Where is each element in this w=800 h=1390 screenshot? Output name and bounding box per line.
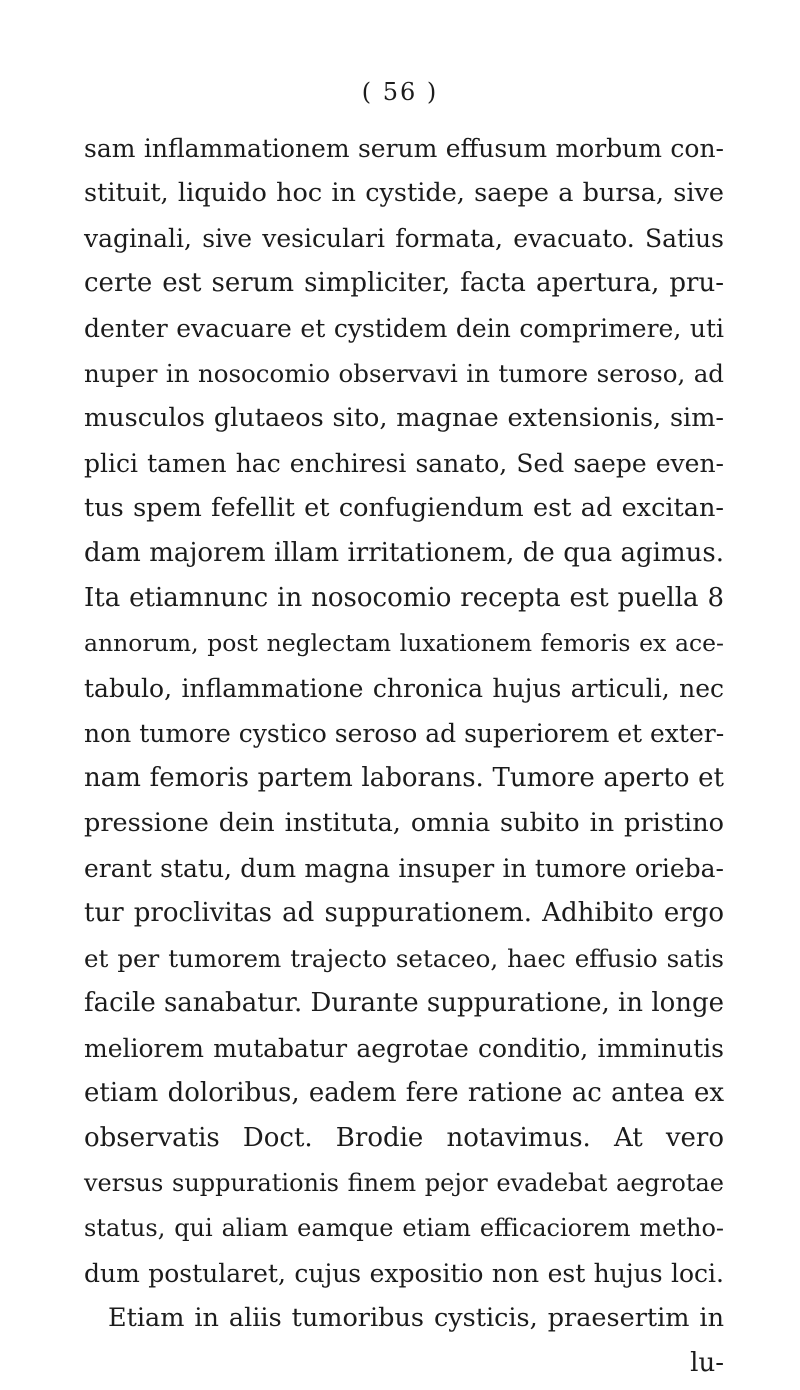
text-line: vaginali, sive vesiculari formata, evacuato. Satius (84, 224, 724, 253)
text-line: tus spem fefellit et confugiendum est ad excitan- (84, 493, 724, 523)
text-line: stituit, liquido hoc in cystide, saepe a bursa, sive (84, 178, 724, 208)
text-line: sam inflammationem serum effusum morbum con- (84, 134, 724, 163)
text-line: et per tumorem trajecto setaceo, haec effusio satis (84, 944, 724, 973)
text-line: etiam doloribus, eadem fere ratione ac antea ex (84, 1078, 724, 1108)
text-line: certe est serum simpliciter, facta apertura, pru- (84, 268, 724, 298)
text-line: annorum, post neglectam luxationem femoris ex ace- (84, 629, 724, 657)
text-line: tur proclivitas ad suppurationem. Adhibito ergo (84, 898, 724, 928)
text-line: meliorem mutabatur aegrotae conditio, imminutis (84, 1034, 724, 1063)
text-line: observatis Doct. Brodie notavimus. At vero (84, 1123, 724, 1153)
catchword: lu- (690, 1348, 724, 1378)
text-line: denter evacuare et cystidem dein comprimere, uti (84, 314, 724, 343)
text-line: plici tamen hac enchiresi sanato, Sed saepe even- (84, 449, 724, 478)
body-text (84, 126, 724, 1386)
text-line: dum postularet, cujus expositio non est hujus loci. (84, 1259, 724, 1288)
text-line: musculos glutaeos sito, magnae extensionis, sim- (84, 403, 724, 433)
text-line: facile sanabatur. Durante suppuratione, in longe (84, 988, 725, 1018)
text-line: pressione dein instituta, omnia subito in pristino (84, 808, 724, 838)
text-line: status, qui aliam eamque etiam efficaciorem metho- (84, 1214, 724, 1242)
text-line: dam majorem illam irritationem, de qua agimus. (84, 538, 724, 568)
text-line: tabulo, inflammatione chronica hujus articuli, nec (84, 674, 724, 703)
text-line: non tumore cystico seroso ad superiorem et exter- (84, 719, 725, 748)
text-line: nam femoris partem laborans. Tumore aperto et (84, 763, 724, 793)
text-line: nuper in nosocomio observavi in tumore seroso, ad (84, 359, 724, 388)
text-line: versus suppurationis finem pejor evadebat aegrotae (84, 1169, 724, 1197)
text-line: Etiam in aliis tumoribus cysticis, praesertim in (108, 1303, 724, 1333)
page-number: ( 56 ) (361, 78, 439, 106)
text-line: Ita etiamnunc in nosocomio recepta est puella 8 (84, 583, 724, 613)
text-line: erant statu, dum magna insuper in tumore orieba- (84, 854, 724, 883)
